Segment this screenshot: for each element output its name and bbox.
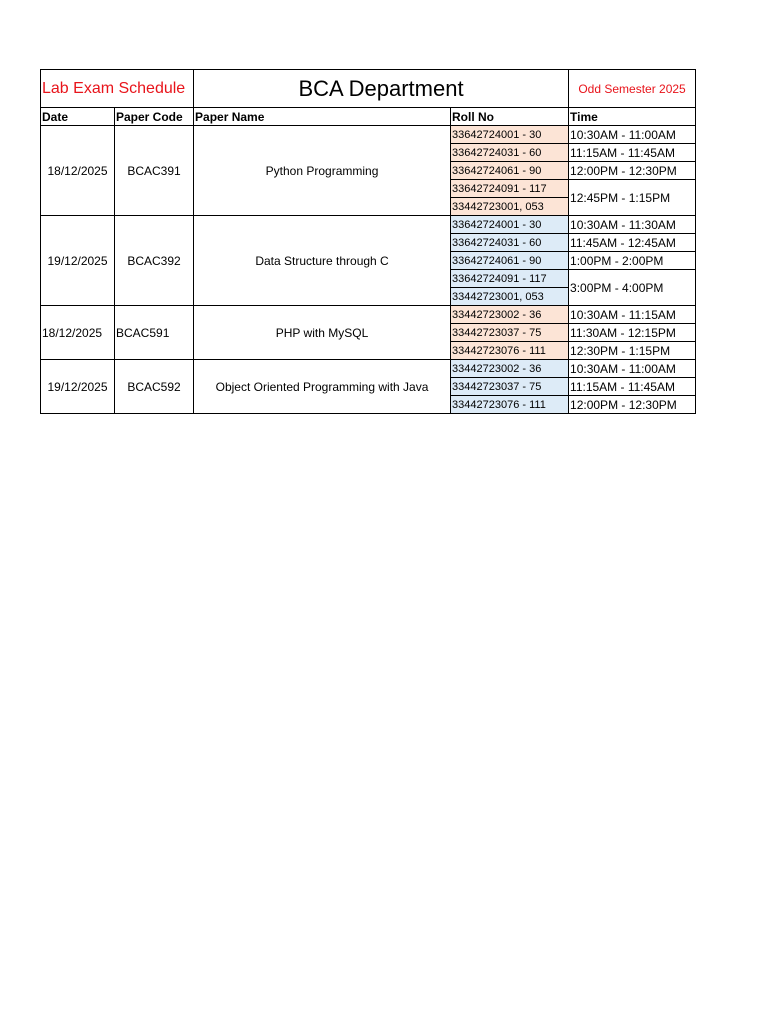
time-cell: 10:30AM - 11:00AM [569, 126, 696, 144]
time-cell: 11:15AM - 11:45AM [569, 144, 696, 162]
col-header-paper-name: Paper Name [194, 108, 451, 126]
time-cell: 10:30AM - 11:30AM [569, 216, 696, 234]
col-header-roll-no: Roll No [451, 108, 569, 126]
paper-name-cell: PHP with MySQL [194, 306, 451, 360]
roll-no-cell: 33642724061 - 90 [451, 252, 569, 270]
roll-no-cell: 33642724001 - 30 [451, 216, 569, 234]
title-row [41, 70, 696, 108]
roll-no-cell: 33642724091 - 117 [451, 180, 569, 198]
roll-no-cell: 33642724001 - 30 [451, 126, 569, 144]
table-row [41, 216, 696, 234]
paper-name-cell: Data Structure through C [194, 216, 451, 306]
paper-name-cell: Object Oriented Programming with Java [194, 360, 451, 414]
time-cell: 3:00PM - 4:00PM [569, 270, 696, 306]
semester-label: Odd Semester 2025 [569, 70, 696, 108]
date-cell: 19/12/2025 [41, 360, 115, 414]
time-cell: 10:30AM - 11:00AM [569, 360, 696, 378]
roll-no-cell: 33642724061 - 90 [451, 162, 569, 180]
time-cell: 11:30AM - 12:15PM [569, 324, 696, 342]
roll-no-cell: 33442723076 - 111 [451, 396, 569, 414]
paper-name-cell: Python Programming [194, 126, 451, 216]
department-title: BCA Department [194, 70, 569, 108]
roll-no-cell: 33442723076 - 111 [451, 342, 569, 360]
roll-no-cell: 33442723001, 053 [451, 198, 569, 216]
time-cell: 12:00PM - 12:30PM [569, 162, 696, 180]
column-header-row [41, 108, 696, 126]
time-cell: 11:45AM - 12:45AM [569, 234, 696, 252]
time-cell: 11:15AM - 11:45AM [569, 378, 696, 396]
roll-no-cell: 33442723037 - 75 [451, 324, 569, 342]
time-cell: 12:30PM - 1:15PM [569, 342, 696, 360]
roll-no-cell: 33442723001, 053 [451, 288, 569, 306]
table-row [41, 360, 696, 378]
table-row [41, 126, 696, 144]
time-cell: 10:30AM - 11:15AM [569, 306, 696, 324]
date-cell: 18/12/2025 [41, 126, 115, 216]
roll-no-cell: 33442723037 - 75 [451, 378, 569, 396]
time-cell: 12:45PM - 1:15PM [569, 180, 696, 216]
schedule-table [40, 69, 696, 414]
time-cell: 12:00PM - 12:30PM [569, 396, 696, 414]
schedule-title: Lab Exam Schedule [41, 70, 194, 108]
paper-code-cell: BCAC592 [115, 360, 194, 414]
roll-no-cell: 33442723002 - 36 [451, 306, 569, 324]
col-header-date: Date [41, 108, 115, 126]
roll-no-cell: 33442723002 - 36 [451, 360, 569, 378]
date-cell: 18/12/2025 [41, 306, 115, 360]
roll-no-cell: 33642724091 - 117 [451, 270, 569, 288]
roll-no-cell: 33642724031 - 60 [451, 144, 569, 162]
col-header-time: Time [569, 108, 696, 126]
paper-code-cell: BCAC591 [115, 306, 194, 360]
col-header-paper-code: Paper Code [115, 108, 194, 126]
table-row [41, 306, 696, 324]
date-cell: 19/12/2025 [41, 216, 115, 306]
roll-no-cell: 33642724031 - 60 [451, 234, 569, 252]
time-cell: 1:00PM - 2:00PM [569, 252, 696, 270]
paper-code-cell: BCAC391 [115, 126, 194, 216]
paper-code-cell: BCAC392 [115, 216, 194, 306]
